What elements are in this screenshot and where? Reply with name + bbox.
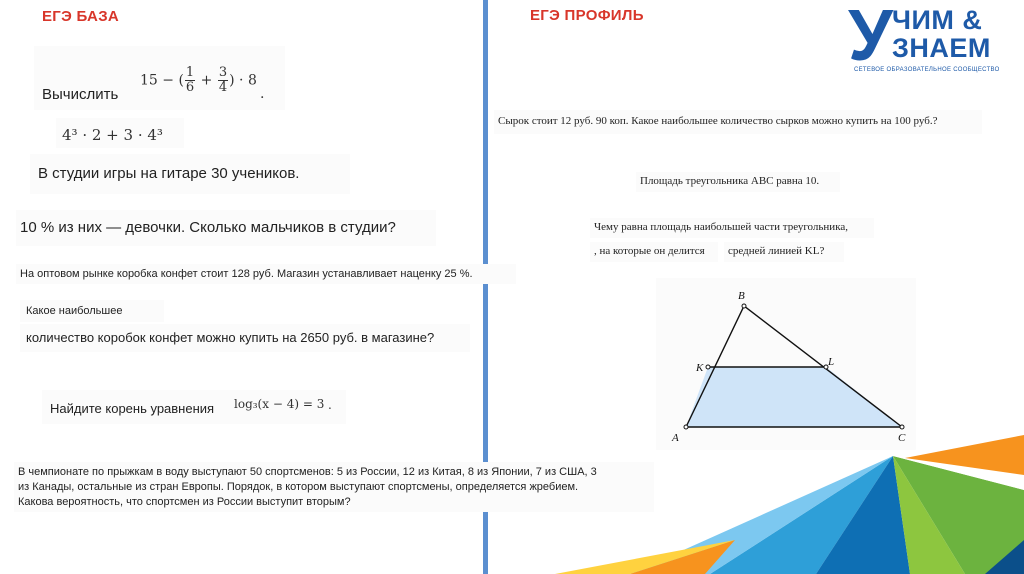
profile-task-2-area: Площадь треугольника ABC равна 10. (640, 175, 820, 187)
profile-task-2-line3b (724, 242, 844, 262)
base-task-3-line2 (16, 210, 436, 246)
fraction-denominator: 6 (185, 80, 195, 95)
label-a: A (672, 432, 679, 444)
logo-line2: ЗНАЕМ (892, 33, 991, 63)
fraction-three-quarters (218, 66, 228, 95)
task-4-prompt: Какое наибольшее (26, 305, 123, 317)
base-task-4-line1 (16, 264, 516, 284)
profile-task-2-divides: , на которые он делится (594, 245, 705, 257)
label-k: K (696, 362, 704, 374)
expr-part: ) · 8 (229, 72, 257, 89)
decorative-triangles (555, 420, 1024, 574)
label-c: C (898, 432, 906, 444)
left-heading: ЕГЭ БАЗА (42, 8, 120, 25)
base-task-3-line1 (30, 154, 350, 194)
base-task-4-line3 (20, 324, 470, 352)
profile-task-2-midline: средней линией KL? (728, 245, 825, 257)
task-3-question: 10 % из них — девочки. Сколько мальчиков в студии? (20, 219, 396, 236)
point-k (706, 365, 710, 369)
profile-task-2-question: Чему равна площадь наибольшей части треугольника, (594, 221, 849, 233)
expr-plus: + (200, 72, 213, 89)
profile-task-1 (494, 110, 982, 134)
fraction-one-sixth (185, 66, 195, 95)
task-5-period: . (328, 398, 332, 412)
profile-task-2-line2 (590, 218, 874, 238)
logo-line1: ЧИМ & (892, 5, 983, 35)
logo (848, 0, 1008, 76)
base-task-5 (42, 390, 346, 424)
task-2-expression: 4³ · 2 + 3 · 4³ (62, 126, 163, 144)
task-6-line-3: Какова вероятность, что спортсмен из России выступит вторым? (18, 496, 351, 508)
trapezoid-region (686, 367, 902, 427)
base-task-2 (56, 118, 184, 148)
vertex-b (742, 304, 746, 308)
label-b: B (738, 290, 745, 302)
base-task-1 (34, 46, 285, 110)
task-5-equation: log₃(x − 4) = 3 (234, 397, 325, 411)
logo-tagline: СЕТЕВОЕ ОБРАЗОВАТЕЛЬНОЕ СООБЩЕСТВО (854, 67, 1000, 73)
task-4-text: На оптовом рынке коробка конфет стоит 128 руб. Магазин устанавливает наценку 25 %. (20, 268, 473, 280)
task-6-line-1: В чемпионате по прыжкам в воду выступают 50 спортсменов: 5 из России, 12 из Китая, 8 из Японии, 7 из США, 3 (18, 466, 597, 478)
task-5-label: Найдите корень уравнения (50, 401, 215, 416)
logo-letter: У (848, 0, 893, 76)
right-heading: ЕГЭ ПРОФИЛЬ (530, 7, 644, 24)
task-1-period: . (260, 86, 265, 102)
profile-task-1-text: Сырок стоит 12 руб. 90 коп. Какое наибольшее количество сырков можно купить на 100 руб.? (498, 115, 938, 127)
fraction-numerator: 3 (218, 65, 228, 80)
expr-part: 15 − ( (140, 72, 184, 89)
fraction-numerator: 1 (185, 65, 195, 80)
task-1-label: Вычислить (42, 86, 119, 103)
task-4-question: количество коробок конфет можно купить на 2650 руб. в магазине? (26, 330, 435, 345)
profile-task-2-line3a (590, 242, 718, 262)
profile-task-2-line1 (636, 172, 840, 192)
task-1-expression (140, 66, 257, 95)
fraction-denominator: 4 (218, 80, 228, 95)
task-3-text: В студии игры на гитаре 30 учеников. (38, 165, 300, 182)
base-task-4-line2 (20, 300, 164, 322)
label-l: L (828, 356, 835, 368)
task-6-line-2: из Канады, остальные из стран Европы. Порядок, в котором выступают спортсмены, определяется жребием. (18, 481, 579, 493)
